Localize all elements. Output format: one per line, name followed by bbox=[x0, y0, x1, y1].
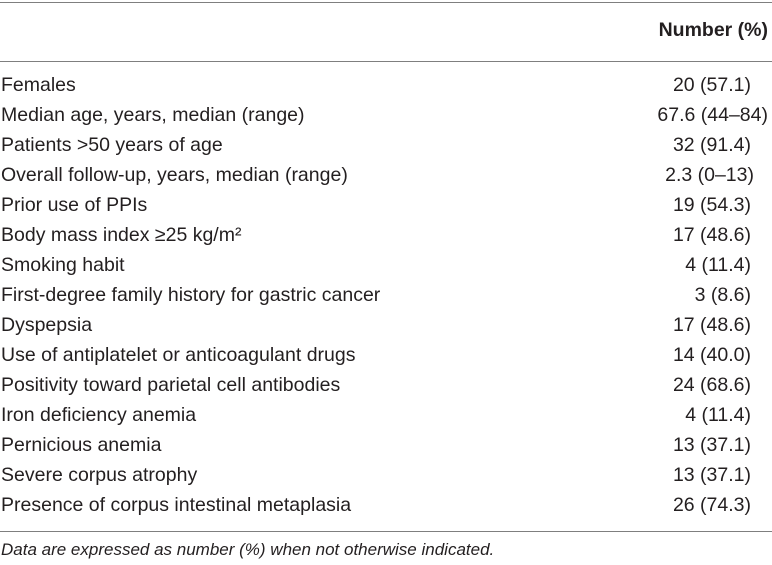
table-row bbox=[0, 160, 772, 190]
row-value: 4 (11.4) bbox=[685, 404, 751, 426]
row-value: 19 (54.3) bbox=[672, 194, 751, 216]
table-footnote: Data are expressed as number (%) when not otherwise indicated. bbox=[1, 540, 495, 559]
row-label: Severe corpus atrophy bbox=[1, 464, 198, 486]
row-value: 17 (48.6) bbox=[672, 314, 751, 336]
row-label: Iron deficiency anemia bbox=[1, 404, 197, 426]
row-value: 13 (37.1) bbox=[672, 434, 751, 456]
row-label: Smoking habit bbox=[1, 254, 125, 276]
row-value: 20 (57.1) bbox=[672, 74, 751, 96]
table-row bbox=[0, 490, 772, 520]
table-row bbox=[0, 70, 772, 100]
table-row bbox=[0, 280, 772, 310]
row-label: First-degree family history for gastric cancer bbox=[1, 284, 381, 306]
row-value: 14 (40.0) bbox=[672, 344, 751, 366]
row-value: 3 (8.6) bbox=[694, 284, 751, 306]
row-label: Overall follow-up, years, median (range) bbox=[1, 164, 348, 186]
row-value: 13 (37.1) bbox=[672, 464, 751, 486]
table-row bbox=[0, 130, 772, 160]
table-row bbox=[0, 430, 772, 460]
row-label: Body mass index ≥25 kg/m² bbox=[1, 224, 242, 246]
table-bottom-rule bbox=[0, 531, 772, 532]
row-value: 32 (91.4) bbox=[672, 134, 751, 156]
row-label: Median age, years, median (range) bbox=[1, 104, 305, 126]
row-value: 4 (11.4) bbox=[685, 254, 751, 276]
row-value: 2.3 (0–13) bbox=[665, 164, 754, 186]
row-label: Prior use of PPIs bbox=[1, 194, 148, 216]
row-label: Patients >50 years of age bbox=[1, 134, 223, 156]
row-label: Females bbox=[1, 74, 76, 96]
row-value: 26 (74.3) bbox=[672, 494, 751, 516]
row-value: 24 (68.6) bbox=[672, 374, 751, 396]
table-body bbox=[0, 70, 772, 520]
table-header-rule bbox=[0, 61, 772, 62]
table-row bbox=[0, 460, 772, 490]
row-label: Positivity toward parietal cell antibodies bbox=[1, 374, 341, 396]
row-value: 17 (48.6) bbox=[672, 224, 751, 246]
table-row bbox=[0, 310, 772, 340]
row-value: 67.6 (44–84) bbox=[657, 104, 768, 126]
table-row bbox=[0, 220, 772, 250]
column-header-number-percent: Number (%) bbox=[658, 19, 768, 41]
row-label: Use of antiplatelet or anticoagulant drugs bbox=[1, 344, 356, 366]
table-top-rule bbox=[0, 2, 772, 3]
table-row bbox=[0, 100, 772, 130]
table-row bbox=[0, 250, 772, 280]
table-row bbox=[0, 190, 772, 220]
row-label: Dyspepsia bbox=[1, 314, 93, 336]
table-row bbox=[0, 400, 772, 430]
row-label: Presence of corpus intestinal metaplasia bbox=[1, 494, 352, 516]
table-row bbox=[0, 370, 772, 400]
table-row bbox=[0, 340, 772, 370]
row-label: Pernicious anemia bbox=[1, 434, 162, 456]
